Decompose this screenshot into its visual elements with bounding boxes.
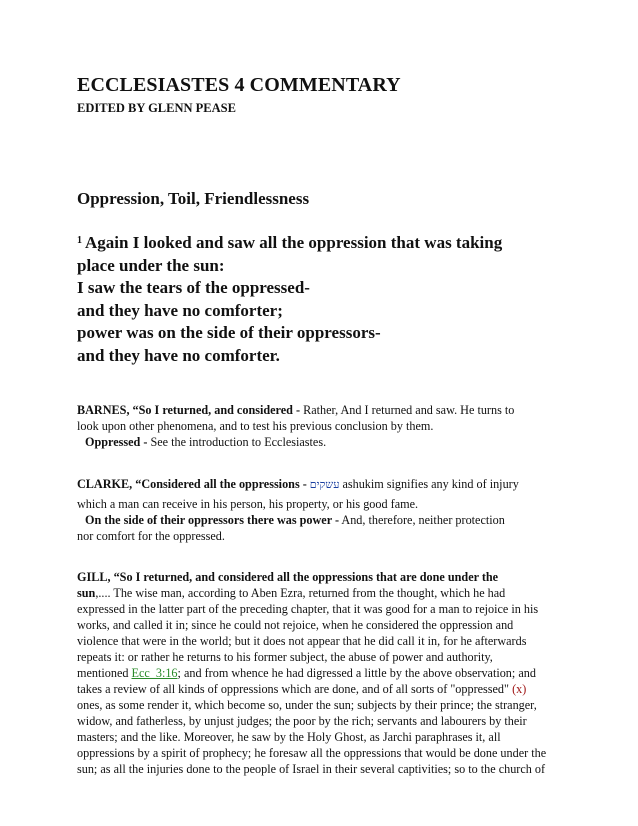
section-heading: Oppression, Toil, Friendlessness <box>77 189 310 208</box>
verse-number: 1 <box>77 235 82 246</box>
verse-line-text: Again I looked and saw all the oppression that was taking <box>85 233 503 252</box>
verse-line: and they have no comforter. <box>77 345 280 365</box>
verse-line: place under the sun: <box>77 255 225 275</box>
verse-line: power was on the side of their oppressors- <box>77 323 381 342</box>
document-editor: EDITED BY GLENN PEASE <box>77 101 236 115</box>
gill-commentary: GILL, “So I returned, and considered all the oppressions that are done under the sun,.... The wise man, according to Aben Ezra, returned from the thought, which he had expressed in the latter part of the preceding chapter, that it was good for a man to rejoice in his works, and called it in; since he could not rejoice, when he considered the oppression and violence that were in the world; but it does not appear that he did call it in, for he afterwards repeats it: or rather he returns to his former subject, the abuse of power and authority, mentioned Ecc_3:16; and from whence he had digressed a little by the above observation; and takes a review of all kinds of oppressions which are done, and of all sorts of "oppressed" (x) ones, as some render it, which become so, under the sun; subjects by their prince; the stranger, widow, and fatherless, by unjust judges; the poor by the rich; servants and labourers by their masters; and the like. Moreover, he saw by the Holy Ghost, as Jarchi paraphrases it, all oppressions by a spirit of prophecy; he foresaw all the oppressions that would be done under the sun; as all the injuries done to the people of Israel in their several captivities; so to the church of <box>77 569 567 777</box>
hebrew-word: עשקים <box>309 478 340 491</box>
footnote-marker[interactable]: (x) <box>512 682 527 696</box>
clarke-sub-lead: On the side of their oppressors there was power - <box>85 513 340 527</box>
scripture-link[interactable]: Ecc_3:16 <box>131 666 178 680</box>
barnes-lead: BARNES, “So I returned, and considered - <box>77 403 301 417</box>
clarke-lead: CLARKE, “Considered all the oppressions - <box>77 477 307 491</box>
clarke-commentary: CLARKE, “Considered all the oppressions - עשקים ashukim signifies any kind of injury which a man can receive in his person, his property, or his good fame. On the side of their oppressors there was power - And, therefore, neither protection nor comfort for the oppressed. <box>77 477 519 543</box>
verse-text <box>77 232 577 367</box>
verse-line <box>77 232 577 255</box>
document-title: ECCLESIASTES 4 COMMENTARY <box>77 74 401 96</box>
verse-line: and they have no comforter; <box>77 300 283 320</box>
barnes-sub-lead: Oppressed - <box>85 435 148 449</box>
verse-line: I saw the tears of the oppressed- <box>77 278 310 297</box>
gill-lead: GILL, “So I returned, and considered all the oppressions that are done under the <box>77 570 499 584</box>
barnes-commentary: BARNES, “So I returned, and considered - Rather, And I returned and saw. He turns to look upon other phenomena, and to test his previous conclusion by them. Oppressed - See the introduction to Ecclesiastes. <box>77 403 515 449</box>
